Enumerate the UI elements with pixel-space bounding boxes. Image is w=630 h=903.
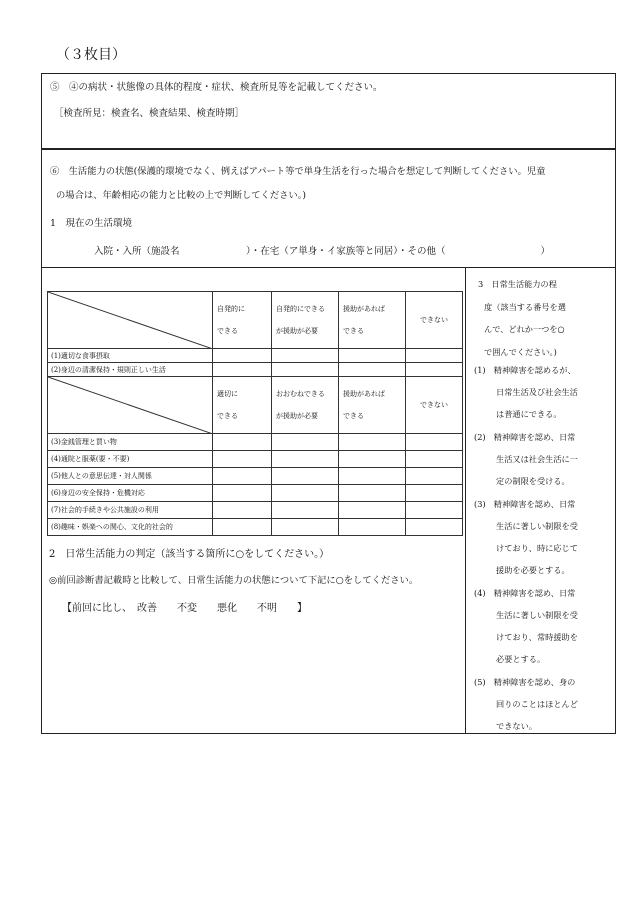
ability-option-3[interactable]: (3) 精神障害を認め、日常 生活に著しい制限を受 けており、時に応じて 援助を必要とする。	[474, 499, 578, 575]
comparison-note: ◎前回診断書記載時と比較して、日常生活能力の状態について下記に○をしてください。	[49, 575, 419, 586]
rating-cell[interactable]	[406, 485, 463, 502]
right-column-divider	[465, 267, 466, 734]
rating-cell[interactable]	[213, 363, 272, 377]
living-environment-options: 入院・入所（施設名 ）・在宅（ア単身・イ家族等と同居）・その他（ ）	[94, 246, 551, 257]
rating-cell[interactable]	[272, 349, 339, 363]
page-label: （３枚目）	[56, 47, 126, 63]
table-row-label: (6)身辺の安全保持・危機対応	[48, 485, 213, 502]
rating-cell[interactable]	[213, 349, 272, 363]
table-1-diagonal-cell	[48, 292, 213, 349]
diagonal-line	[48, 377, 213, 434]
ability-option-4[interactable]: (4) 精神障害を認め、日常 生活に著しい制限を受 けており、常時援助を 必要とする。	[474, 588, 578, 664]
rating-cell[interactable]	[339, 468, 406, 485]
section-6-heading-line2: の場合は、年齢相応の能力と比較の上で判断してください。)	[56, 190, 306, 201]
table-row-label: (4)通院と服薬(要・不要)	[48, 451, 213, 468]
rating-cell[interactable]	[406, 519, 463, 536]
ability-table-2	[47, 376, 463, 536]
table-1-header-col3: 援助があれば できる	[339, 292, 406, 349]
table-row-label: (2)身辺の清潔保持・規則正しい生活	[48, 363, 213, 377]
ability-option-5[interactable]: (5) 精神障害を認め、身の 回りのことはほとんど できない。	[474, 677, 578, 731]
table-row-label: (5)他人との意思伝達・対人関係	[48, 468, 213, 485]
rating-cell[interactable]	[272, 519, 339, 536]
ability-option-1[interactable]: (1) 精神障害を認めるが、 日常生活及び社会生活 は普通にできる。	[474, 365, 578, 419]
ability-degree-title: 3 日常生活能力の程 度（該当する番号を選 んで、どれか一つを○ で囲んでください。)	[478, 279, 566, 357]
rating-cell[interactable]	[272, 468, 339, 485]
table-2-header-col1: 適切に できる	[213, 377, 272, 434]
table-2-diagonal-cell	[48, 377, 213, 434]
table-2-header-col2: おおむねできる が援助が必要	[272, 377, 339, 434]
table-row-label: (3)金銭管理と買い物	[48, 434, 213, 451]
rating-cell[interactable]	[406, 502, 463, 519]
table-row-label: (7)社会的手続きや公共施設の利用	[48, 502, 213, 519]
rating-cell[interactable]	[406, 434, 463, 451]
rating-cell[interactable]	[272, 363, 339, 377]
rating-cell[interactable]	[272, 451, 339, 468]
rating-cell[interactable]	[339, 363, 406, 377]
living-environment-title: 1 現在の生活環境	[50, 218, 133, 229]
rating-cell[interactable]	[406, 363, 463, 377]
table-row-label: (1)適切な食事摂取	[48, 349, 213, 363]
rating-cell[interactable]	[272, 502, 339, 519]
rating-cell[interactable]	[339, 502, 406, 519]
table-row-label: (8)趣味・娯楽への関心、文化的社会的	[48, 519, 213, 536]
ability-option-2[interactable]: (2) 精神障害を認め、日常 生活又は社会生活に一 定の制限を受ける。	[474, 432, 578, 486]
ability-table-1	[47, 291, 463, 377]
section-6-divider	[42, 267, 615, 268]
rating-cell[interactable]	[339, 519, 406, 536]
table-2-header-col3: 援助があれば できる	[339, 377, 406, 434]
rating-cell[interactable]	[213, 519, 272, 536]
daily-ability-judgement-title: 2 日常生活能力の判定（該当する箇所に○をしてください。）	[49, 549, 330, 560]
section-5-box	[41, 73, 616, 149]
rating-cell[interactable]	[406, 349, 463, 363]
rating-cell[interactable]	[213, 485, 272, 502]
rating-cell[interactable]	[272, 485, 339, 502]
rating-cell[interactable]	[406, 451, 463, 468]
table-1-header-col4: できない	[406, 292, 463, 349]
section-6-heading-line1: ⑥ 生活能力の状態(保護的環境でなく、例えばアパート等で単身生活を行った場合を想定して判断してください。児童	[50, 166, 546, 177]
rating-cell[interactable]	[213, 434, 272, 451]
rating-cell[interactable]	[213, 451, 272, 468]
table-1-header-col2: 自発的にできる が援助が必要	[272, 292, 339, 349]
table-1-header-col1: 自発的に できる	[213, 292, 272, 349]
rating-cell[interactable]	[213, 502, 272, 519]
comparison-choices[interactable]: 【前回に比し、 改善 不変 悪化 不明 】	[62, 603, 307, 614]
diagonal-line	[48, 292, 213, 349]
rating-cell[interactable]	[272, 434, 339, 451]
section-5-heading: ⑤ ④の病状・状態像の具体的程度・症状、検査所見等を記載してください。	[50, 82, 383, 93]
rating-cell[interactable]	[406, 468, 463, 485]
table-2-header-col4: できない	[406, 377, 463, 434]
rating-cell[interactable]	[339, 451, 406, 468]
exam-findings-note: ［検査所見：検査名、検査結果、検査時期］	[54, 108, 245, 119]
rating-cell[interactable]	[339, 434, 406, 451]
rating-cell[interactable]	[339, 349, 406, 363]
rating-cell[interactable]	[339, 485, 406, 502]
rating-cell[interactable]	[213, 468, 272, 485]
